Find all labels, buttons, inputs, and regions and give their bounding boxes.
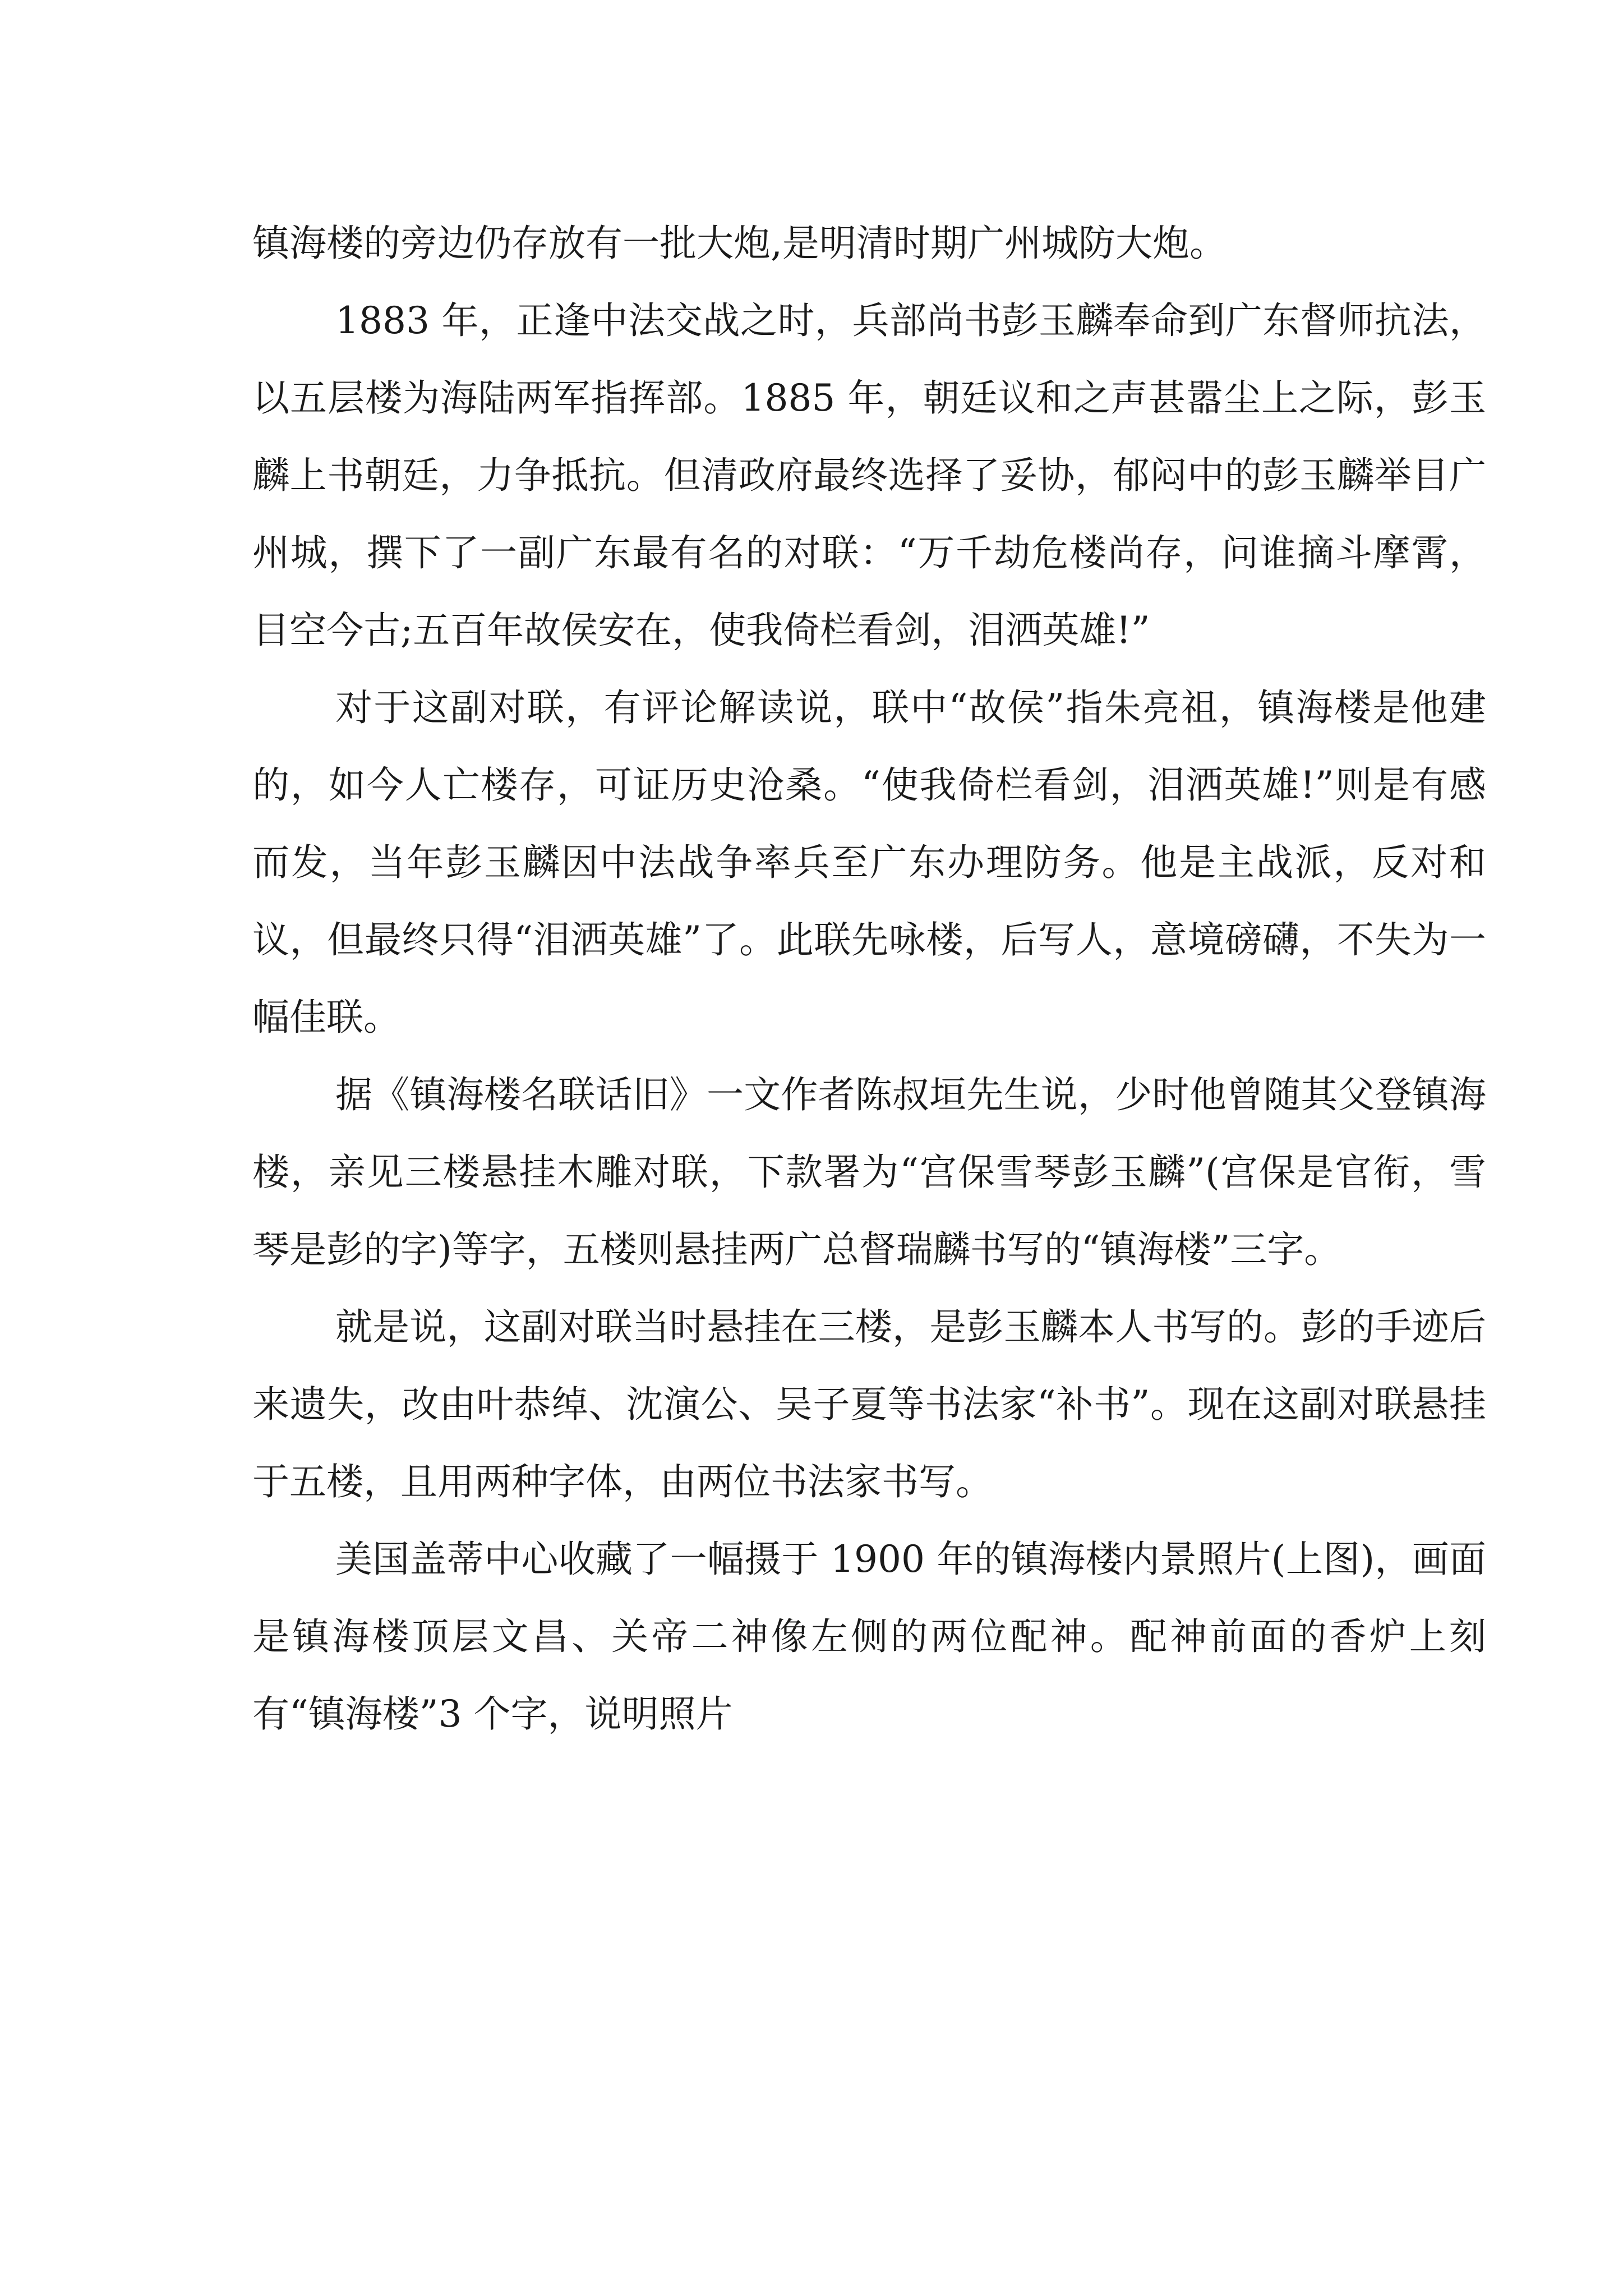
paragraph-continued: 镇海楼的旁边仍存放有一批大炮,是明清时期广州城防大炮。: [252, 222, 1227, 265]
paragraph: 对于这副对联，有评论解读说，联中“故侯”指朱亮祖，镇海楼是他建的，如今人亡楼存，可证历史沧桑。“使我倚栏看剑，泪洒英雄!”则是有感而发，当年彭玉麟因中法战争率兵至广东办理防务。他是主战派，反对和议，但最终只得“泪洒英雄”了。此联先咏楼，后写人，意境磅礴，不失为一幅佳联。: [252, 686, 1486, 1039]
paragraph: 美国盖蒂中心收藏了一幅摄于 1900 年的镇海楼内景照片(上图)，画面是镇海楼顶层文昌、关帝二神像左侧的两位配神。配神前面的香炉上刻有“镇海楼”3 个字，说明照片: [252, 1538, 1486, 1736]
paragraph: 1883 年，正逢中法交战之时，兵部尚书彭玉麟奉命到广东督师抗法，以五层楼为海陆两军指挥部。1885 年，朝廷议和之声甚嚣尘上之际，彭玉麟上书朝廷，力争抵抗。但清政府最终选择了妥协，郁闷中的彭玉麟举目广州城，撰下了一副广东最有名的对联：“万千劫危楼尚存，问谁摘斗摩霄，目空今古;五百年故侯安在，使我倚栏看剑，泪洒英雄!”: [252, 299, 1486, 652]
article-body: [252, 205, 1486, 1753]
paragraph: 据《镇海楼名联话旧》一文作者陈叔垣先生说，少时他曾随其父登镇海楼，亲见三楼悬挂木雕对联，下款署为“宫保雪琴彭玉麟”(宫保是官衔，雪琴是彭的字)等字，五楼则悬挂两广总督瑞麟书写的“镇海楼”三字。: [252, 1073, 1486, 1271]
paragraph: 就是说，这副对联当时悬挂在三楼，是彭玉麟本人书写的。彭的手迹后来遗失，改由叶恭绰、沈演公、吴子夏等书法家“补书”。现在这副对联悬挂于五楼，且用两种字体，由两位书法家书写。: [252, 1305, 1486, 1503]
